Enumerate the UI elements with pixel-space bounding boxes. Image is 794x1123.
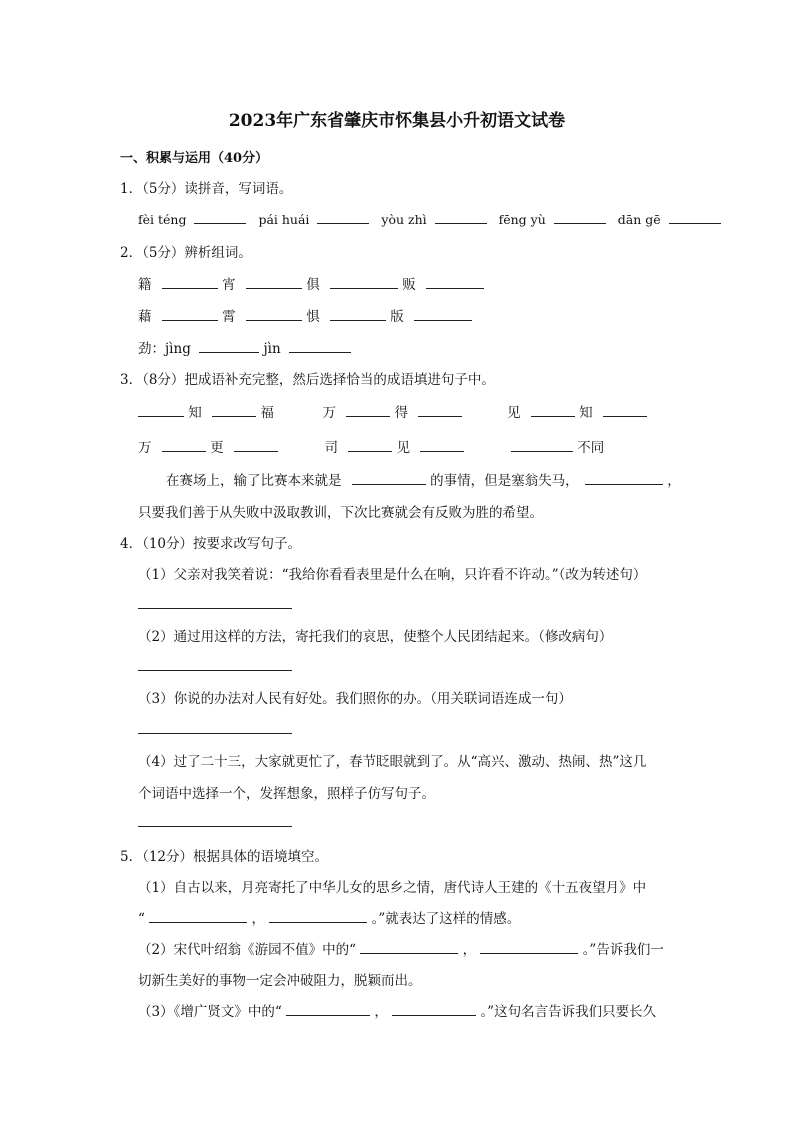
idiom-char: 不同 xyxy=(577,440,605,456)
answer-blank[interactable] xyxy=(162,275,218,289)
pinyin-2: pái huái xyxy=(258,212,310,227)
section-heading: 一、积累与运用（40分） xyxy=(120,151,269,166)
answer-blank[interactable] xyxy=(426,275,484,289)
answer-blank[interactable] xyxy=(269,909,367,923)
answer-blank[interactable] xyxy=(418,403,462,417)
answer-blank[interactable] xyxy=(289,339,351,353)
quote-close: 。”这句名言告诉我们只要长久 xyxy=(480,1004,657,1020)
idiom-char: 得 xyxy=(394,405,409,421)
question-5-sub-3-line-1 xyxy=(138,1000,656,1020)
question-3-paragraph-line-2: 只要我们善于从失败中汲取教训，下次比赛就会有反败为胜的希望。 xyxy=(138,505,543,521)
quote-close: 。”告诉我们一 xyxy=(582,942,664,958)
answer-blank[interactable] xyxy=(669,210,721,224)
quote-open: （2）宋代叶绍翁《游园不值》中的“ xyxy=(138,942,356,958)
question-5-sub-1-line-2 xyxy=(138,907,520,927)
answer-line[interactable] xyxy=(138,733,292,734)
quote-comma: ， xyxy=(374,1004,388,1020)
question-3-row-1 xyxy=(138,401,647,421)
char: 俱 xyxy=(306,277,320,293)
answer-blank[interactable] xyxy=(194,210,246,224)
idiom-char: 知 xyxy=(579,405,593,421)
answer-blank[interactable] xyxy=(162,438,206,452)
answer-blank[interactable] xyxy=(435,210,487,224)
idiom-char: 司 xyxy=(324,440,338,456)
paragraph-text: 在赛场上，输了比赛本来就是 xyxy=(166,473,342,489)
quote-comma: ， xyxy=(251,911,265,927)
answer-blank[interactable] xyxy=(246,307,302,321)
question-3-paragraph-line-1 xyxy=(166,469,681,489)
question-3-row-2 xyxy=(138,436,604,456)
quote-open: “ xyxy=(138,911,145,927)
answer-blank[interactable] xyxy=(480,940,578,954)
answer-blank[interactable] xyxy=(286,1002,370,1016)
page-title: 2023年广东省肇庆市怀集县小升初语文试卷 xyxy=(228,111,566,131)
idiom-char: 万 xyxy=(322,405,336,421)
question-5-sub-1-line-1: （1）自古以来，月亮寄托了中华儿女的思乡之情，唐代诗人王建的《十五夜望月》中 xyxy=(138,880,647,896)
answer-blank[interactable] xyxy=(317,210,369,224)
question-1-pinyin-row xyxy=(138,210,721,227)
question-5-label: 5．（12分）根据具体的语境填空。 xyxy=(120,849,329,865)
question-4-sub-1: （1）父亲对我笑着说：“我给你看看表里是什么在响，只许看不许动。”（改为转述句） xyxy=(138,567,647,583)
answer-line[interactable] xyxy=(138,608,292,609)
question-2-row-3 xyxy=(138,337,351,357)
char: 籍 xyxy=(138,277,152,293)
idiom-char: 见 xyxy=(506,405,521,421)
pinyin-1: fèi téng xyxy=(138,212,187,227)
question-4-label: 4．（10分）按要求改写句子。 xyxy=(120,536,302,552)
answer-blank[interactable] xyxy=(531,403,575,417)
idiom-char: 万 xyxy=(138,440,152,456)
pinyin-prefix: 劲：jìng xyxy=(138,341,191,357)
pinyin-mid: jìn xyxy=(263,341,281,357)
question-3-label: 3．（8分）把成语补充完整，然后选择恰当的成语填进句子中。 xyxy=(120,372,495,388)
answer-blank[interactable] xyxy=(330,307,386,321)
char: 霄 xyxy=(222,309,236,325)
quote-close: 。”就表达了这样的情感。 xyxy=(371,911,521,927)
answer-blank[interactable] xyxy=(585,471,663,485)
pinyin-4: fēng yù xyxy=(498,212,546,227)
answer-blank[interactable] xyxy=(330,275,398,289)
question-4-sub-3: （3）你说的办法对人民有好处。我们照你的办。（用关联词语连成一句） xyxy=(138,691,572,707)
answer-blank[interactable] xyxy=(346,403,390,417)
question-2-row-2 xyxy=(138,305,472,325)
question-4-sub-4-line-1: （4）过了二十三，大家就更忙了，春节眨眼就到了。从“高兴、激动、热闹、热”这几 xyxy=(138,754,647,770)
question-5-sub-2-line-1 xyxy=(138,938,664,958)
answer-blank[interactable] xyxy=(360,940,458,954)
idiom-char: 福 xyxy=(260,405,274,421)
answer-blank[interactable] xyxy=(212,403,256,417)
answer-blank[interactable] xyxy=(348,438,392,452)
pinyin-5: dān gē xyxy=(617,212,661,227)
char: 宵 xyxy=(222,277,236,293)
paragraph-text: ， xyxy=(667,473,681,489)
char: 版 xyxy=(390,309,404,325)
idiom-char: 知 xyxy=(188,405,202,421)
answer-line[interactable] xyxy=(138,670,292,671)
quote-comma: ， xyxy=(462,942,477,958)
question-4-sub-2: （2）通过用这样的方法，寄托我们的哀思，使整个人民团结起来。（修改病句） xyxy=(138,629,613,645)
question-4-sub-4-line-2: 个词语中选择一个，发挥想象，照样子仿写句子。 xyxy=(138,786,435,802)
question-5-sub-2-line-2: 切新生美好的事物一定会冲破阻力，脱颖而出。 xyxy=(138,973,422,989)
answer-blank[interactable] xyxy=(414,307,472,321)
question-1-label: 1．（5分）读拼音，写词语。 xyxy=(120,181,293,197)
answer-blank[interactable] xyxy=(603,403,647,417)
answer-blank[interactable] xyxy=(392,1002,476,1016)
answer-blank[interactable] xyxy=(138,403,184,417)
answer-blank[interactable] xyxy=(234,438,278,452)
answer-blank[interactable] xyxy=(352,471,426,485)
answer-blank[interactable] xyxy=(246,275,302,289)
answer-blank[interactable] xyxy=(199,339,259,353)
answer-blank[interactable] xyxy=(162,307,218,321)
idiom-char: 更 xyxy=(210,440,224,456)
answer-line[interactable] xyxy=(138,826,292,827)
quote-open: （3）《增广贤文》中的“ xyxy=(138,1004,282,1020)
answer-blank[interactable] xyxy=(420,438,464,452)
char: 藉 xyxy=(138,309,152,325)
char: 惧 xyxy=(306,309,320,325)
paragraph-text: 的事情，但是塞翁失马， xyxy=(430,473,579,489)
answer-blank[interactable] xyxy=(554,210,606,224)
question-2-label: 2．（5分）辨析组词。 xyxy=(120,245,252,261)
pinyin-3: yòu zhì xyxy=(381,212,427,227)
answer-blank[interactable] xyxy=(511,438,573,452)
char: 贩 xyxy=(402,277,416,293)
answer-blank[interactable] xyxy=(149,909,247,923)
idiom-char: 见 xyxy=(396,440,411,456)
question-2-row-1 xyxy=(138,273,484,293)
